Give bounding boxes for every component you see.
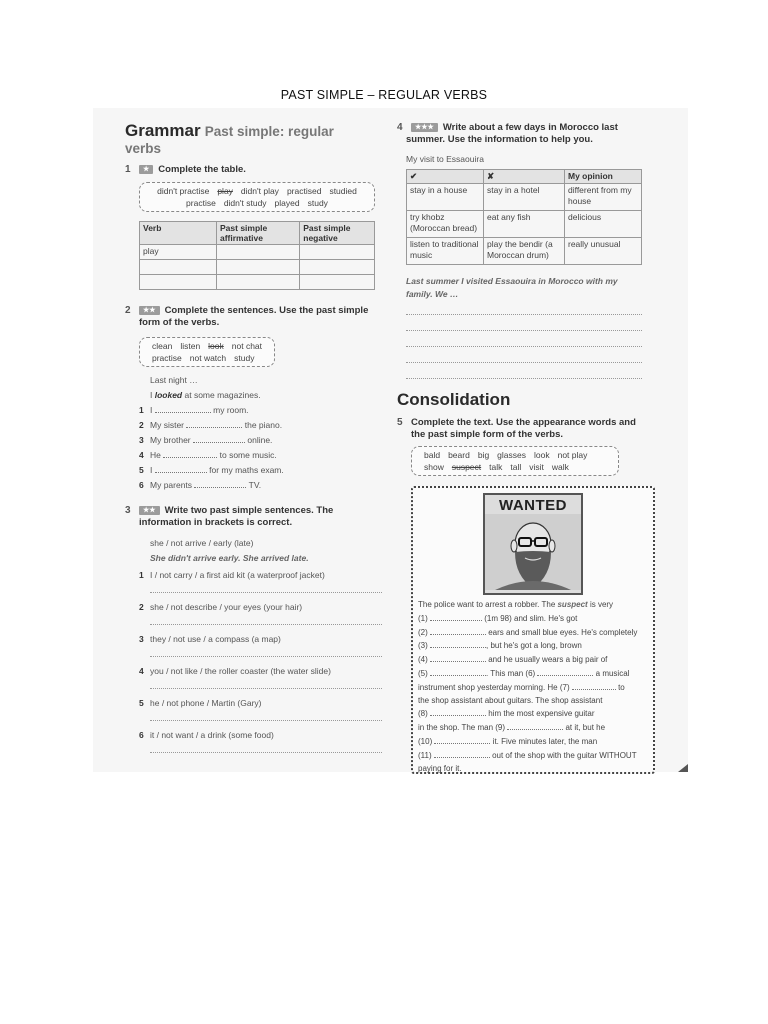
item-number: 5: [139, 465, 144, 475]
item-number: 1: [139, 405, 144, 415]
difficulty-stars: ★★★: [411, 123, 438, 132]
answer-blank[interactable]: [194, 479, 246, 488]
text: (4): [418, 655, 430, 665]
answer-blank[interactable]: [430, 653, 486, 662]
answer-blank[interactable]: [430, 612, 482, 621]
ex4-text-2: summer. Use the information to help you.: [406, 134, 593, 145]
text: him the most expensive guitar: [486, 709, 595, 719]
ex3-item: [139, 728, 380, 743]
text: I: [150, 390, 155, 400]
ex3-item: [139, 664, 380, 679]
answer-blank[interactable]: [193, 434, 245, 443]
difficulty-stars: ★★: [139, 506, 160, 515]
answer-line[interactable]: [150, 656, 382, 657]
word: glasses: [497, 450, 526, 460]
ex3-text: Write two past simple sentences. The: [164, 505, 334, 516]
table-cell: stay in a hotel: [484, 184, 565, 211]
story-line: [418, 721, 650, 735]
ex3-item: [139, 632, 380, 647]
text: and he usually wears a big pair of: [486, 655, 608, 665]
difficulty-stars: ★: [139, 165, 153, 174]
ex2-text: Complete the sentences. Use the past simple: [164, 305, 369, 316]
answer-blank[interactable]: [434, 735, 490, 744]
text: He: [150, 450, 161, 460]
item-number: 2: [139, 420, 144, 430]
ex2-item: [139, 448, 284, 463]
ex3-text-2: information in brackets is correct.: [139, 517, 293, 528]
table-cell[interactable]: [217, 275, 300, 290]
table-cell[interactable]: [300, 260, 375, 275]
ex2-item: [139, 433, 284, 448]
ex2-text-2: form of the verbs.: [139, 317, 220, 328]
answer-blank[interactable]: [537, 667, 593, 676]
item-number: 5: [139, 698, 144, 708]
ex5-text-2: the past simple form of the verbs.: [411, 429, 564, 440]
ex4-writing-lines[interactable]: [406, 314, 642, 379]
table-cell: delicious: [565, 211, 642, 238]
item-number: 3: [139, 634, 144, 644]
ex2-example-intro: Last night …: [150, 375, 198, 385]
ex3-item: [139, 568, 380, 583]
ex5-number: 5: [397, 417, 403, 428]
story-line: [418, 763, 650, 776]
text: at some magazines.: [182, 390, 261, 400]
text: TV.: [248, 480, 262, 490]
story-line: [418, 599, 650, 612]
answer-line[interactable]: [150, 688, 382, 689]
answer-blank[interactable]: [572, 681, 616, 690]
text: (3): [418, 641, 430, 651]
example-answer: looked: [154, 390, 183, 400]
difficulty-stars: ★★: [139, 306, 160, 315]
word-crossed: suspect: [451, 462, 482, 472]
answer-blank[interactable]: [430, 707, 486, 716]
answer-blank[interactable]: [186, 419, 242, 428]
table-cell[interactable]: [217, 245, 300, 260]
ex3-instruction: [125, 505, 333, 529]
item-number: 3: [139, 435, 144, 445]
text: (1m 98) and slim. He's got: [482, 613, 578, 623]
text: paying for it.: [418, 763, 462, 773]
text: ears and small blue eyes. He's completely: [486, 627, 638, 637]
item-number: 2: [139, 602, 144, 612]
table-cell[interactable]: [140, 275, 217, 290]
text: in the shop. The man (9): [418, 723, 508, 733]
text: , but he's got a long, brown: [486, 641, 582, 651]
answer-blank[interactable]: [430, 626, 486, 635]
table-cell: play: [140, 245, 217, 260]
ex2-sentences: [139, 373, 284, 493]
answer-blank[interactable]: [155, 404, 211, 413]
word: listen: [180, 341, 201, 351]
item-number: 6: [139, 730, 144, 740]
text: to: [615, 682, 625, 692]
text: it / not want / a drink (some food): [150, 730, 274, 740]
text: The police want to arrest a robber. The: [418, 600, 558, 609]
table-cell: try khobz (Moroccan bread): [407, 211, 484, 238]
ex4-instruction: [397, 122, 618, 146]
answer-blank[interactable]: [155, 464, 207, 473]
ex2-instruction: [125, 305, 368, 329]
word: bald: [424, 450, 441, 460]
ex5-story-box: [411, 486, 655, 774]
text: for my maths exam.: [209, 465, 284, 475]
ex3-example-answer: She didn't arrive early. She arrived late.: [150, 553, 309, 563]
text: I / not carry / a first aid kit (a waterproof jacket): [150, 570, 325, 580]
word: didn't study: [223, 198, 267, 208]
story-line: [418, 749, 650, 763]
ex4-number: 4: [397, 122, 403, 133]
text: (1): [418, 613, 430, 623]
text: I: [150, 465, 153, 475]
word: practise: [186, 198, 216, 208]
ex3-number: 3: [125, 505, 131, 516]
text: (11): [418, 750, 434, 760]
text: at it, but he: [563, 723, 606, 733]
table-cell[interactable]: [140, 260, 217, 275]
item-number: 1: [139, 570, 144, 580]
check-mark-icon: ✔: [407, 170, 484, 184]
text: the shop assistant about guitars. The shop assistant: [418, 695, 603, 705]
table-header: Past simple affirmative: [217, 222, 300, 245]
table-cell: play the bendir (a Moroccan drum): [484, 238, 565, 265]
answer-blank[interactable]: [430, 639, 486, 648]
story-line: [418, 707, 650, 721]
ex1-word-box: [139, 182, 375, 212]
answer-blank[interactable]: [434, 749, 490, 758]
answer-blank[interactable]: [430, 667, 486, 676]
story-line: [418, 735, 650, 749]
table-header: Past simple negative: [300, 222, 375, 245]
word: studied: [329, 186, 357, 196]
ex2-item: [139, 478, 284, 493]
table-cell[interactable]: [300, 245, 375, 260]
table-cell[interactable]: [300, 275, 375, 290]
bald-man-illustration-icon: [485, 514, 581, 590]
word: walk: [551, 462, 569, 472]
answer-line[interactable]: [150, 592, 382, 593]
story-line: [418, 653, 650, 667]
ex5-instruction: [397, 417, 636, 441]
text: out of the shop with the guitar WITHOUT: [489, 750, 637, 760]
ex3-sentences: [139, 536, 380, 753]
ex4-info-table: [406, 169, 642, 265]
grammar-title: Grammar: [125, 121, 201, 140]
word: clean: [152, 341, 173, 351]
page-corner-tab: [678, 764, 688, 772]
cross-mark-icon: ✘: [484, 170, 565, 184]
ex5-word-box: [411, 446, 619, 476]
ex5-text: Complete the text. Use the appearance words and: [411, 417, 636, 428]
ex4-subtitle: My visit to Essaouira: [406, 154, 484, 164]
word: visit: [529, 462, 544, 472]
ex2-word-box: [139, 337, 275, 367]
table-header: My opinion: [565, 170, 642, 184]
answer-blank[interactable]: [507, 721, 563, 730]
text: (8): [418, 709, 430, 719]
story-line: [418, 626, 650, 640]
text: it. Five minutes later, the man: [490, 736, 598, 746]
ex2-item: [139, 403, 284, 418]
word: big: [477, 450, 490, 460]
text: (5): [418, 668, 430, 678]
text: my room.: [213, 405, 249, 415]
ex3-item: [139, 600, 380, 615]
text: she / not describe / your eyes (your hair): [150, 602, 303, 612]
example-text-2: family. We …: [406, 289, 459, 299]
table-cell: listen to traditional music: [407, 238, 484, 265]
story-line: [418, 695, 650, 708]
text: My parents: [150, 480, 193, 490]
table-cell[interactable]: [217, 260, 300, 275]
word: played: [274, 198, 300, 208]
text: instrument shop yesterday morning. He (7): [418, 682, 572, 692]
table-cell: stay in a house: [407, 184, 484, 211]
grammar-subtitle: Past simple: regular: [204, 124, 334, 139]
word: study: [307, 198, 328, 208]
text: a musical: [593, 668, 630, 678]
text: My brother: [150, 435, 191, 445]
word-crossed: look: [208, 341, 224, 351]
text: to some music.: [219, 450, 277, 460]
word: look: [534, 450, 550, 460]
text: he / not phone / Martin (Gary): [150, 698, 262, 708]
example-answer: suspect: [557, 600, 588, 609]
word: not watch: [189, 353, 227, 363]
item-number: 4: [139, 450, 144, 460]
story-line: [418, 639, 650, 653]
story-line: [418, 681, 650, 695]
grammar-heading: [125, 122, 380, 157]
ex2-number: 2: [125, 305, 131, 316]
word: beard: [448, 450, 470, 460]
ex1-text: Complete the table.: [158, 164, 246, 175]
ex5-story-text: [418, 599, 650, 775]
ex3-example-prompt: she / not arrive / early (late): [150, 538, 254, 548]
worksheet-scan: [93, 108, 688, 772]
text: you / not like / the roller coaster (the water slide): [150, 666, 331, 676]
page-title: PAST SIMPLE – REGULAR VERBS: [280, 88, 488, 102]
story-line: [418, 612, 650, 626]
text: they / not use / a compass (a map): [150, 634, 281, 644]
word: didn't practise: [157, 186, 210, 196]
answer-line[interactable]: [150, 624, 382, 625]
wanted-poster: [483, 493, 583, 595]
ex1-number: 1: [125, 164, 131, 175]
story-line: [418, 667, 650, 681]
text: is very: [587, 600, 614, 609]
ex3-item: [139, 696, 380, 711]
ex1-verb-table: [139, 221, 375, 290]
ex2-example: [150, 388, 284, 403]
consolidation-heading: Consolidation: [397, 390, 511, 409]
example-text: Last summer I visited Essaouira in Morocco with my: [406, 276, 618, 286]
text: (10): [418, 736, 435, 746]
table-cell: eat any fish: [484, 211, 565, 238]
table-cell: different from my house: [565, 184, 642, 211]
word: not play: [557, 450, 588, 460]
word: didn't play: [240, 186, 279, 196]
table-header: Verb: [140, 222, 217, 245]
word: show: [424, 462, 444, 472]
grammar-subtitle-2: verbs: [125, 141, 162, 156]
word: practised: [286, 186, 322, 196]
word: study: [234, 353, 255, 363]
text: online.: [247, 435, 273, 445]
ex1-instruction: [125, 164, 246, 176]
ex2-item: [139, 463, 284, 478]
answer-line[interactable]: [150, 752, 382, 753]
word: practise: [152, 353, 182, 363]
word-crossed: play: [217, 186, 233, 196]
word: tall: [510, 462, 522, 472]
text: I: [150, 405, 153, 415]
ex4-text: Write about a few days in Morocco last: [442, 122, 618, 133]
answer-line[interactable]: [150, 720, 382, 721]
text: My sister: [150, 420, 184, 430]
text: the piano.: [244, 420, 283, 430]
word: talk: [489, 462, 503, 472]
text: (2): [418, 627, 430, 637]
ex2-item: [139, 418, 284, 433]
item-number: 6: [139, 480, 144, 490]
answer-blank[interactable]: [163, 449, 217, 458]
ex4-example: [406, 275, 618, 301]
table-cell: really unusual: [565, 238, 642, 265]
text: . This man (6): [486, 668, 538, 678]
word: not chat: [231, 341, 263, 351]
wanted-title: WANTED: [499, 497, 567, 514]
item-number: 4: [139, 666, 144, 676]
